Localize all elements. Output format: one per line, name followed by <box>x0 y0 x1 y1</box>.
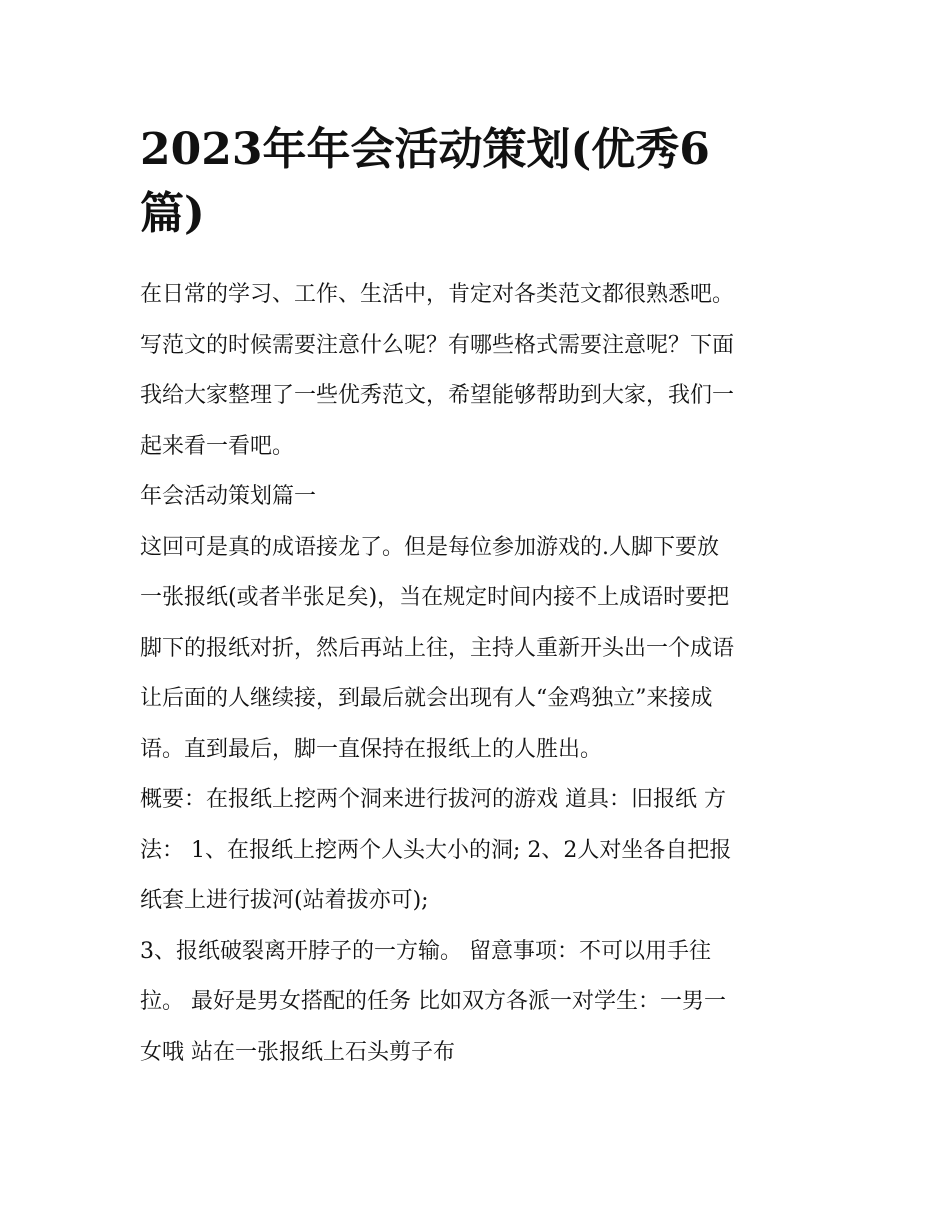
title-line-2: 篇) <box>140 188 205 239</box>
paragraph-line: 在日常的学习、工作、生活中，肯定对各类范文都很熟悉吧。 <box>140 282 735 307</box>
paragraph-line: 脚下的报纸对折，然后再站上往，主持人重新开头出一个成语 <box>140 635 735 661</box>
paragraph-line: 这回可是真的成语接龙了。但是每位参加游戏的.人脚下要放 <box>140 534 719 560</box>
rules-paragraph <box>140 927 820 1079</box>
paragraph-line: 语。直到最后，脚一直保持在报纸上的人胜出。 <box>140 736 603 762</box>
paragraph-line: 女哦 站在一张报纸上石头剪子布 <box>140 1039 455 1065</box>
paragraph-line: 拉。 最好是男女搭配的任务 比如双方各派一对学生：一男一 <box>140 989 726 1014</box>
paragraph-line: 让后面的人继续接，到最后就会出现有人“金鸡独立”来接成 <box>140 686 713 711</box>
section-heading <box>140 472 820 523</box>
tug-of-war-paragraph <box>140 775 820 927</box>
document-content <box>140 118 820 1078</box>
title-line-1: 2023年年会活动策划(优秀6 <box>140 124 710 175</box>
paragraph-line: 起来看一看吧。 <box>140 433 295 459</box>
intro-paragraph <box>140 270 820 472</box>
section-heading-text: 年会活动策划篇一 <box>140 484 317 509</box>
paragraph-line: 概要：在报纸上挖两个洞来进行拔河的游戏 道具：旧报纸 方 <box>140 787 726 812</box>
document-title <box>140 118 820 246</box>
paragraph-line: 一张报纸(或者半张足矣)，当在规定时间内接不上成语时要把 <box>140 585 730 610</box>
paragraph-line: 写范文的时候需要注意什么呢？有哪些格式需要注意呢？下面 <box>140 332 735 358</box>
paragraph-line: 法： 1、在报纸上挖两个人头大小的洞; 2、2人对坐各自把报 <box>140 837 732 863</box>
paragraph-line: 纸套上进行拔河(站着拔亦可); <box>140 888 429 913</box>
paragraph-line: 我给大家整理了一些优秀范文，希望能够帮助到大家，我们一 <box>140 383 735 408</box>
paragraph-line: 3、报纸破裂离开脖子的一方输。 留意事项：不可以用手往 <box>140 938 711 964</box>
idiom-game-paragraph <box>140 523 820 776</box>
